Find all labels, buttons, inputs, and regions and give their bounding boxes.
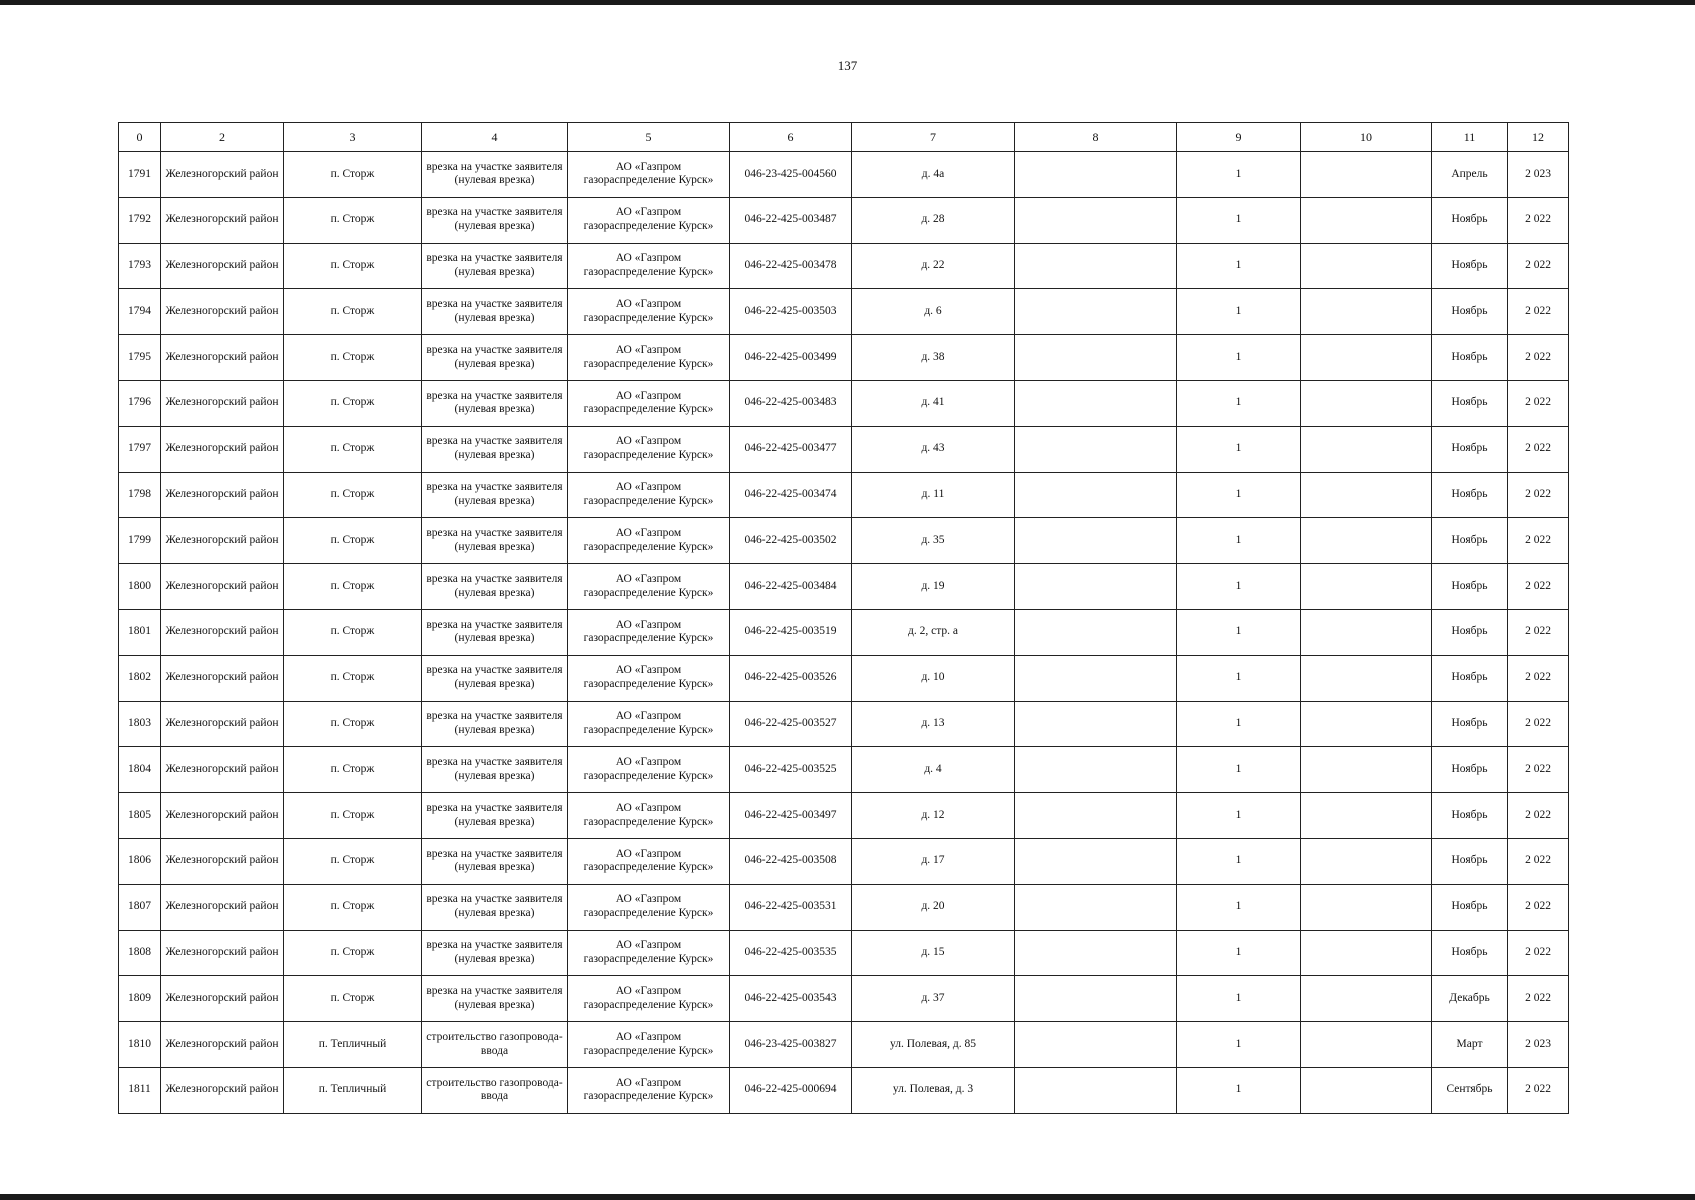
quantity-cell: 1: [1177, 243, 1301, 289]
row-number-cell: 1798: [119, 472, 161, 518]
month-cell: Ноябрь: [1432, 609, 1508, 655]
column-8-cell: [1015, 152, 1177, 198]
address-cell: д. 10: [852, 655, 1015, 701]
table-row: [119, 1022, 1569, 1068]
organization-cell: АО «Газпром газораспределение Курск»: [568, 655, 730, 701]
month-cell: Ноябрь: [1432, 380, 1508, 426]
month-cell: Декабрь: [1432, 976, 1508, 1022]
table-header: [119, 123, 1569, 152]
object-code-cell: 046-22-425-003527: [730, 701, 852, 747]
column-10-cell: [1301, 243, 1432, 289]
column-8-cell: [1015, 747, 1177, 793]
column-8-cell: [1015, 197, 1177, 243]
organization-cell: АО «Газпром газораспределение Курск»: [568, 1022, 730, 1068]
month-cell: Ноябрь: [1432, 472, 1508, 518]
year-cell: 2 022: [1508, 335, 1569, 381]
year-cell: 2 022: [1508, 655, 1569, 701]
table-row: [119, 793, 1569, 839]
district-cell: Железногорский район: [161, 701, 284, 747]
address-cell: д. 41: [852, 380, 1015, 426]
district-cell: Железногорский район: [161, 976, 284, 1022]
header-cell: 6: [730, 123, 852, 152]
district-cell: Железногорский район: [161, 747, 284, 793]
month-cell: Ноябрь: [1432, 289, 1508, 335]
year-cell: 2 023: [1508, 152, 1569, 198]
work-type-cell: строительство газопровода-ввода: [422, 1067, 568, 1113]
quantity-cell: 1: [1177, 335, 1301, 381]
column-10-cell: [1301, 884, 1432, 930]
district-cell: Железногорский район: [161, 609, 284, 655]
column-10-cell: [1301, 701, 1432, 747]
district-cell: Железногорский район: [161, 1022, 284, 1068]
month-cell: Ноябрь: [1432, 793, 1508, 839]
year-cell: 2 022: [1508, 243, 1569, 289]
address-cell: ул. Полевая, д. 3: [852, 1067, 1015, 1113]
year-cell: 2 022: [1508, 838, 1569, 884]
table-body: [119, 152, 1569, 1114]
district-cell: Железногорский район: [161, 289, 284, 335]
locality-cell: п. Тепличный: [284, 1022, 422, 1068]
work-type-cell: врезка на участке заявителя (нулевая врезка): [422, 655, 568, 701]
table-row: [119, 930, 1569, 976]
table-row: [119, 609, 1569, 655]
object-code-cell: 046-22-425-003525: [730, 747, 852, 793]
quantity-cell: 1: [1177, 564, 1301, 610]
district-cell: Железногорский район: [161, 197, 284, 243]
object-code-cell: 046-22-425-003531: [730, 884, 852, 930]
locality-cell: п. Сторж: [284, 335, 422, 381]
organization-cell: АО «Газпром газораспределение Курск»: [568, 793, 730, 839]
district-cell: Железногорский район: [161, 930, 284, 976]
row-number-cell: 1805: [119, 793, 161, 839]
column-8-cell: [1015, 1067, 1177, 1113]
month-cell: Ноябрь: [1432, 335, 1508, 381]
organization-cell: АО «Газпром газораспределение Курск»: [568, 518, 730, 564]
month-cell: Ноябрь: [1432, 518, 1508, 564]
locality-cell: п. Сторж: [284, 518, 422, 564]
column-8-cell: [1015, 793, 1177, 839]
year-cell: 2 023: [1508, 1022, 1569, 1068]
object-code-cell: 046-22-425-003535: [730, 930, 852, 976]
work-type-cell: врезка на участке заявителя (нулевая врезка): [422, 472, 568, 518]
month-cell: Ноябрь: [1432, 701, 1508, 747]
table-row: [119, 701, 1569, 747]
object-code-cell: 046-22-425-003497: [730, 793, 852, 839]
address-cell: д. 17: [852, 838, 1015, 884]
object-code-cell: 046-22-425-003478: [730, 243, 852, 289]
year-cell: 2 022: [1508, 1067, 1569, 1113]
address-cell: д. 12: [852, 793, 1015, 839]
quantity-cell: 1: [1177, 426, 1301, 472]
locality-cell: п. Сторж: [284, 609, 422, 655]
address-cell: д. 28: [852, 197, 1015, 243]
column-8-cell: [1015, 472, 1177, 518]
organization-cell: АО «Газпром газораспределение Курск»: [568, 152, 730, 198]
work-type-cell: врезка на участке заявителя (нулевая врезка): [422, 884, 568, 930]
row-number-cell: 1796: [119, 380, 161, 426]
organization-cell: АО «Газпром газораспределение Курск»: [568, 197, 730, 243]
district-cell: Железногорский район: [161, 426, 284, 472]
district-cell: Железногорский район: [161, 380, 284, 426]
header-cell: 3: [284, 123, 422, 152]
column-8-cell: [1015, 518, 1177, 564]
month-cell: Ноябрь: [1432, 884, 1508, 930]
object-code-cell: 046-22-425-003519: [730, 609, 852, 655]
column-10-cell: [1301, 747, 1432, 793]
object-code-cell: 046-23-425-003827: [730, 1022, 852, 1068]
column-10-cell: [1301, 518, 1432, 564]
quantity-cell: 1: [1177, 747, 1301, 793]
organization-cell: АО «Газпром газораспределение Курск»: [568, 289, 730, 335]
table-row: [119, 243, 1569, 289]
month-cell: Ноябрь: [1432, 930, 1508, 976]
address-cell: д. 37: [852, 976, 1015, 1022]
column-10-cell: [1301, 335, 1432, 381]
year-cell: 2 022: [1508, 930, 1569, 976]
row-number-cell: 1804: [119, 747, 161, 793]
column-8-cell: [1015, 701, 1177, 747]
year-cell: 2 022: [1508, 380, 1569, 426]
month-cell: Ноябрь: [1432, 564, 1508, 610]
organization-cell: АО «Газпром газораспределение Курск»: [568, 701, 730, 747]
header-cell: 2: [161, 123, 284, 152]
address-cell: д. 4а: [852, 152, 1015, 198]
object-code-cell: 046-22-425-003526: [730, 655, 852, 701]
quantity-cell: 1: [1177, 380, 1301, 426]
month-cell: Ноябрь: [1432, 243, 1508, 289]
object-code-cell: 046-22-425-003499: [730, 335, 852, 381]
header-cell: 0: [119, 123, 161, 152]
row-number-cell: 1799: [119, 518, 161, 564]
district-cell: Железногорский район: [161, 564, 284, 610]
column-8-cell: [1015, 609, 1177, 655]
work-type-cell: врезка на участке заявителя (нулевая врезка): [422, 289, 568, 335]
quantity-cell: 1: [1177, 609, 1301, 655]
table-row: [119, 380, 1569, 426]
quantity-cell: 1: [1177, 884, 1301, 930]
organization-cell: АО «Газпром газораспределение Курск»: [568, 335, 730, 381]
quantity-cell: 1: [1177, 472, 1301, 518]
table-row: [119, 884, 1569, 930]
column-10-cell: [1301, 838, 1432, 884]
quantity-cell: 1: [1177, 152, 1301, 198]
column-10-cell: [1301, 380, 1432, 426]
organization-cell: АО «Газпром газораспределение Курск»: [568, 976, 730, 1022]
header-cell: 8: [1015, 123, 1177, 152]
column-8-cell: [1015, 289, 1177, 335]
object-code-cell: 046-22-425-003543: [730, 976, 852, 1022]
object-code-cell: 046-22-425-003487: [730, 197, 852, 243]
row-number-cell: 1807: [119, 884, 161, 930]
locality-cell: п. Сторж: [284, 197, 422, 243]
table-row: [119, 472, 1569, 518]
object-code-cell: 046-22-425-003477: [730, 426, 852, 472]
locality-cell: п. Сторж: [284, 655, 422, 701]
column-10-cell: [1301, 976, 1432, 1022]
locality-cell: п. Сторж: [284, 976, 422, 1022]
column-8-cell: [1015, 884, 1177, 930]
row-number-cell: 1808: [119, 930, 161, 976]
work-type-cell: врезка на участке заявителя (нулевая врезка): [422, 609, 568, 655]
locality-cell: п. Сторж: [284, 747, 422, 793]
column-8-cell: [1015, 243, 1177, 289]
column-10-cell: [1301, 197, 1432, 243]
locality-cell: п. Сторж: [284, 930, 422, 976]
locality-cell: п. Сторж: [284, 838, 422, 884]
object-code-cell: 046-22-425-003484: [730, 564, 852, 610]
row-number-cell: 1801: [119, 609, 161, 655]
row-number-cell: 1791: [119, 152, 161, 198]
column-8-cell: [1015, 564, 1177, 610]
address-cell: д. 35: [852, 518, 1015, 564]
year-cell: 2 022: [1508, 747, 1569, 793]
work-type-cell: врезка на участке заявителя (нулевая врезка): [422, 747, 568, 793]
month-cell: Ноябрь: [1432, 426, 1508, 472]
organization-cell: АО «Газпром газораспределение Курск»: [568, 884, 730, 930]
row-number-cell: 1793: [119, 243, 161, 289]
row-number-cell: 1806: [119, 838, 161, 884]
organization-cell: АО «Газпром газораспределение Курск»: [568, 1067, 730, 1113]
quantity-cell: 1: [1177, 838, 1301, 884]
locality-cell: п. Сторж: [284, 884, 422, 930]
gas-connection-table: [118, 122, 1569, 1114]
work-type-cell: врезка на участке заявителя (нулевая врезка): [422, 564, 568, 610]
work-type-cell: врезка на участке заявителя (нулевая врезка): [422, 197, 568, 243]
locality-cell: п. Сторж: [284, 472, 422, 518]
month-cell: Ноябрь: [1432, 838, 1508, 884]
column-8-cell: [1015, 426, 1177, 472]
object-code-cell: 046-22-425-003502: [730, 518, 852, 564]
district-cell: Железногорский район: [161, 655, 284, 701]
quantity-cell: 1: [1177, 197, 1301, 243]
column-10-cell: [1301, 289, 1432, 335]
row-number-cell: 1802: [119, 655, 161, 701]
work-type-cell: врезка на участке заявителя (нулевая врезка): [422, 152, 568, 198]
row-number-cell: 1800: [119, 564, 161, 610]
address-cell: д. 22: [852, 243, 1015, 289]
year-cell: 2 022: [1508, 609, 1569, 655]
locality-cell: п. Сторж: [284, 564, 422, 610]
locality-cell: п. Сторж: [284, 243, 422, 289]
locality-cell: п. Сторж: [284, 793, 422, 839]
column-8-cell: [1015, 380, 1177, 426]
row-number-cell: 1795: [119, 335, 161, 381]
page-number: 137: [837, 58, 858, 73]
quantity-cell: 1: [1177, 289, 1301, 335]
year-cell: 2 022: [1508, 564, 1569, 610]
year-cell: 2 022: [1508, 884, 1569, 930]
work-type-cell: врезка на участке заявителя (нулевая врезка): [422, 701, 568, 747]
column-10-cell: [1301, 1067, 1432, 1113]
table-row: [119, 335, 1569, 381]
object-code-cell: 046-22-425-003483: [730, 380, 852, 426]
month-cell: Ноябрь: [1432, 747, 1508, 793]
organization-cell: АО «Газпром газораспределение Курск»: [568, 838, 730, 884]
locality-cell: п. Тепличный: [284, 1067, 422, 1113]
header-cell: 12: [1508, 123, 1569, 152]
address-cell: ул. Полевая, д. 85: [852, 1022, 1015, 1068]
organization-cell: АО «Газпром газораспределение Курск»: [568, 426, 730, 472]
column-10-cell: [1301, 609, 1432, 655]
object-code-cell: 046-22-425-003508: [730, 838, 852, 884]
work-type-cell: врезка на участке заявителя (нулевая врезка): [422, 518, 568, 564]
district-cell: Железногорский район: [161, 793, 284, 839]
header-cell: 7: [852, 123, 1015, 152]
header-cell: 9: [1177, 123, 1301, 152]
work-type-cell: врезка на участке заявителя (нулевая врезка): [422, 793, 568, 839]
header-cell: 10: [1301, 123, 1432, 152]
table-row: [119, 1067, 1569, 1113]
address-cell: д. 19: [852, 564, 1015, 610]
column-8-cell: [1015, 930, 1177, 976]
column-10-cell: [1301, 793, 1432, 839]
work-type-cell: врезка на участке заявителя (нулевая врезка): [422, 838, 568, 884]
row-number-cell: 1797: [119, 426, 161, 472]
locality-cell: п. Сторж: [284, 380, 422, 426]
organization-cell: АО «Газпром газораспределение Курск»: [568, 243, 730, 289]
row-number-cell: 1810: [119, 1022, 161, 1068]
year-cell: 2 022: [1508, 197, 1569, 243]
locality-cell: п. Сторж: [284, 426, 422, 472]
quantity-cell: 1: [1177, 976, 1301, 1022]
table-row: [119, 289, 1569, 335]
quantity-cell: 1: [1177, 518, 1301, 564]
column-10-cell: [1301, 1022, 1432, 1068]
district-cell: Железногорский район: [161, 1067, 284, 1113]
work-type-cell: врезка на участке заявителя (нулевая врезка): [422, 243, 568, 289]
column-8-cell: [1015, 1022, 1177, 1068]
table-row: [119, 564, 1569, 610]
row-number-cell: 1811: [119, 1067, 161, 1113]
organization-cell: АО «Газпром газораспределение Курск»: [568, 472, 730, 518]
district-cell: Железногорский район: [161, 472, 284, 518]
work-type-cell: врезка на участке заявителя (нулевая врезка): [422, 930, 568, 976]
work-type-cell: строительство газопровода-ввода: [422, 1022, 568, 1068]
row-number-cell: 1792: [119, 197, 161, 243]
organization-cell: АО «Газпром газораспределение Курск»: [568, 564, 730, 610]
column-10-cell: [1301, 930, 1432, 976]
year-cell: 2 022: [1508, 976, 1569, 1022]
address-cell: д. 6: [852, 289, 1015, 335]
quantity-cell: 1: [1177, 701, 1301, 747]
district-cell: Железногорский район: [161, 152, 284, 198]
work-type-cell: врезка на участке заявителя (нулевая врезка): [422, 380, 568, 426]
district-cell: Железногорский район: [161, 335, 284, 381]
quantity-cell: 1: [1177, 1022, 1301, 1068]
address-cell: д. 11: [852, 472, 1015, 518]
year-cell: 2 022: [1508, 518, 1569, 564]
object-code-cell: 046-22-425-003503: [730, 289, 852, 335]
locality-cell: п. Сторж: [284, 152, 422, 198]
row-number-cell: 1809: [119, 976, 161, 1022]
organization-cell: АО «Газпром газораспределение Курск»: [568, 380, 730, 426]
month-cell: Ноябрь: [1432, 197, 1508, 243]
address-cell: д. 13: [852, 701, 1015, 747]
quantity-cell: 1: [1177, 930, 1301, 976]
organization-cell: АО «Газпром газораспределение Курск»: [568, 609, 730, 655]
object-code-cell: 046-22-425-003474: [730, 472, 852, 518]
column-10-cell: [1301, 472, 1432, 518]
object-code-cell: 046-22-425-000694: [730, 1067, 852, 1113]
organization-cell: АО «Газпром газораспределение Курск»: [568, 930, 730, 976]
quantity-cell: 1: [1177, 655, 1301, 701]
table-row: [119, 518, 1569, 564]
scan-border-top: [0, 0, 1695, 5]
year-cell: 2 022: [1508, 289, 1569, 335]
table-row: [119, 747, 1569, 793]
address-cell: д. 2, стр. а: [852, 609, 1015, 655]
column-10-cell: [1301, 655, 1432, 701]
column-10-cell: [1301, 426, 1432, 472]
organization-cell: АО «Газпром газораспределение Курск»: [568, 747, 730, 793]
header-cell: 5: [568, 123, 730, 152]
address-cell: д. 4: [852, 747, 1015, 793]
scan-border-bottom: [0, 1194, 1695, 1200]
address-cell: д. 38: [852, 335, 1015, 381]
header-row: [119, 123, 1569, 152]
header-cell: 4: [422, 123, 568, 152]
month-cell: Сентябрь: [1432, 1067, 1508, 1113]
row-number-cell: 1794: [119, 289, 161, 335]
column-8-cell: [1015, 838, 1177, 884]
month-cell: Март: [1432, 1022, 1508, 1068]
column-8-cell: [1015, 976, 1177, 1022]
column-8-cell: [1015, 655, 1177, 701]
district-cell: Железногорский район: [161, 838, 284, 884]
district-cell: Железногорский район: [161, 243, 284, 289]
object-code-cell: 046-23-425-004560: [730, 152, 852, 198]
locality-cell: п. Сторж: [284, 289, 422, 335]
year-cell: 2 022: [1508, 426, 1569, 472]
year-cell: 2 022: [1508, 793, 1569, 839]
locality-cell: п. Сторж: [284, 701, 422, 747]
month-cell: Апрель: [1432, 152, 1508, 198]
month-cell: Ноябрь: [1432, 655, 1508, 701]
quantity-cell: 1: [1177, 793, 1301, 839]
address-cell: д. 20: [852, 884, 1015, 930]
address-cell: д. 43: [852, 426, 1015, 472]
table-row: [119, 152, 1569, 198]
table-row: [119, 426, 1569, 472]
work-type-cell: врезка на участке заявителя (нулевая врезка): [422, 426, 568, 472]
year-cell: 2 022: [1508, 701, 1569, 747]
district-cell: Железногорский район: [161, 518, 284, 564]
column-8-cell: [1015, 335, 1177, 381]
table-row: [119, 838, 1569, 884]
work-type-cell: врезка на участке заявителя (нулевая врезка): [422, 976, 568, 1022]
column-10-cell: [1301, 152, 1432, 198]
table-row: [119, 976, 1569, 1022]
row-number-cell: 1803: [119, 701, 161, 747]
header-cell: 11: [1432, 123, 1508, 152]
address-cell: д. 15: [852, 930, 1015, 976]
column-10-cell: [1301, 564, 1432, 610]
table-row: [119, 197, 1569, 243]
year-cell: 2 022: [1508, 472, 1569, 518]
work-type-cell: врезка на участке заявителя (нулевая врезка): [422, 335, 568, 381]
district-cell: Железногорский район: [161, 884, 284, 930]
quantity-cell: 1: [1177, 1067, 1301, 1113]
table-row: [119, 655, 1569, 701]
